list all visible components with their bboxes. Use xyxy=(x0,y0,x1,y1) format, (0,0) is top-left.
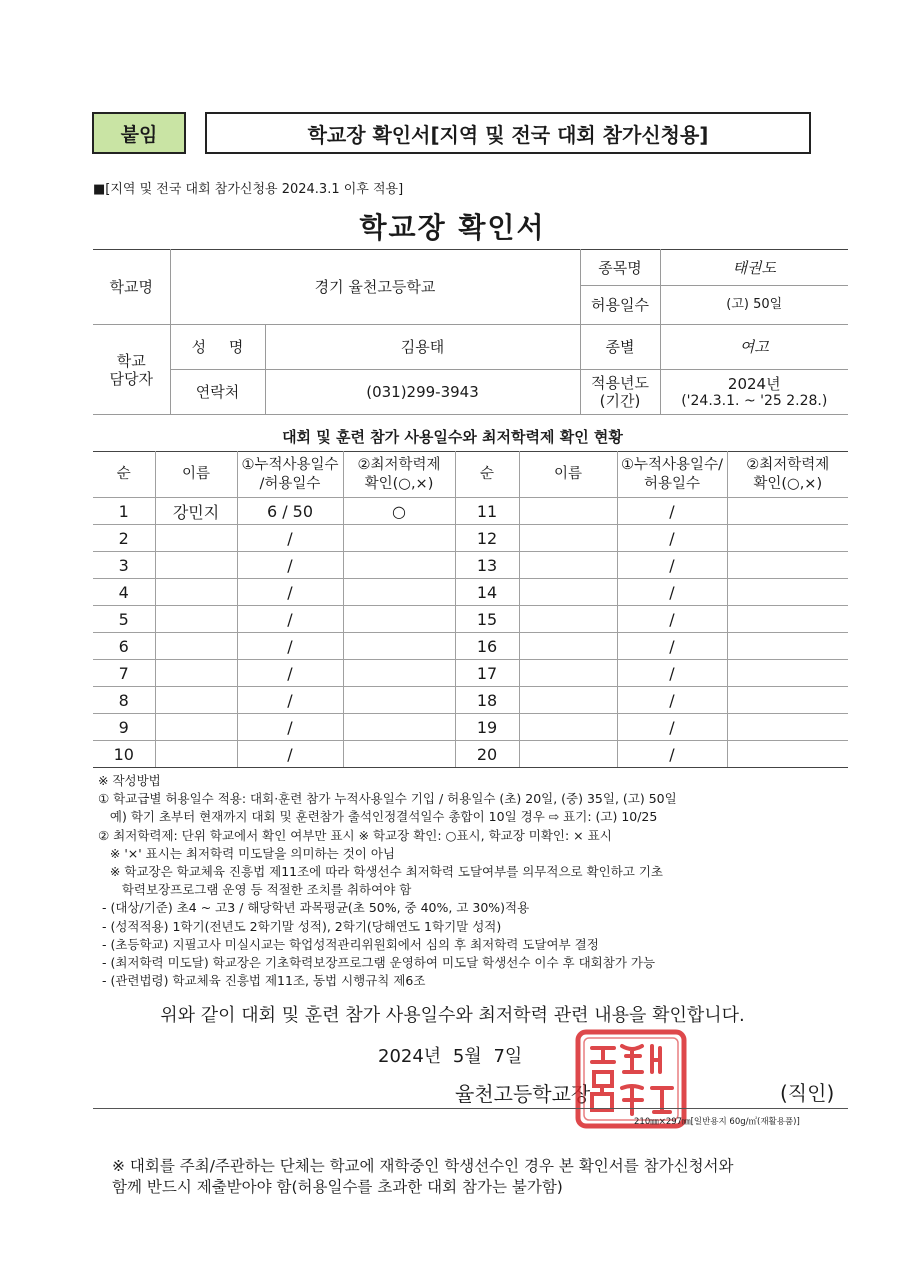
type-value: 여고 xyxy=(660,325,848,370)
row-number-right: 14 xyxy=(455,579,519,606)
days-used-right: / xyxy=(617,687,727,714)
table-row xyxy=(93,579,848,606)
academic-check-right xyxy=(727,579,848,606)
academic-check xyxy=(343,714,455,741)
student-name-right xyxy=(519,633,617,660)
type-label: 종별 xyxy=(580,325,660,370)
days-used: / xyxy=(237,714,343,741)
academic-check-right xyxy=(727,741,848,768)
instruction-line: 예) 학기 초부터 현재까지 대회 및 훈련참가 출석인정결석일수 총합이 10일 경우 ⇨ 표기: (고) 10/25 xyxy=(98,809,658,825)
col-name-header: 이름 xyxy=(155,452,237,498)
instruction-line: ※ 학교장은 학교체육 진흥법 제11조에 따라 학생선수 최저학력 도달여부를 의무적으로 확인하고 기초 xyxy=(98,864,664,879)
table-row xyxy=(93,552,848,579)
days-used: 6 / 50 xyxy=(237,498,343,525)
instruction-line: ※ 작성방법 xyxy=(98,773,161,788)
allowed-days-label: 허용일수 xyxy=(580,286,660,325)
school-name-value: 경기 율천고등학교 xyxy=(170,250,580,325)
student-name-right xyxy=(519,525,617,552)
table-row xyxy=(93,687,848,714)
table-row xyxy=(93,498,848,525)
academic-check xyxy=(343,552,455,579)
academic-check-right xyxy=(727,714,848,741)
days-used: / xyxy=(237,606,343,633)
academic-check-right xyxy=(727,660,848,687)
days-used: / xyxy=(237,660,343,687)
sport-value: 태권도 xyxy=(660,250,848,286)
year-value-line1: 2024년 xyxy=(727,374,781,393)
year-label xyxy=(580,370,660,415)
row-number-right: 15 xyxy=(455,606,519,633)
col-days-header-line2: /허용일수 xyxy=(259,475,321,492)
instruction-line: ① 학교급별 허용일수 적용: 대회·훈련 참가 누적사용일수 기입 / 허용일수 (초) 20일, (중) 35일, (고) 50일 xyxy=(98,791,677,807)
student-name-right xyxy=(519,741,617,768)
student-name-right xyxy=(519,606,617,633)
academic-check xyxy=(343,660,455,687)
student-name xyxy=(155,633,237,660)
row-number: 9 xyxy=(93,714,155,741)
student-name xyxy=(155,687,237,714)
instruction-line: - (대상/기준) 초4 ~ 고3 / 해당학년 과목평균(초 50%, 중 40%, 고 30%)적용 xyxy=(98,900,530,916)
roster-title: 대회 및 훈련 참가 사용일수와 최저학력제 확인 현황 xyxy=(282,428,623,446)
year-period: ('24.3.1. ~ '25 2.28.) xyxy=(681,392,828,409)
academic-check-right xyxy=(727,687,848,714)
col-check-header-right-line1: ②최저학력제 xyxy=(746,457,830,474)
student-name xyxy=(155,741,237,768)
col-days-header xyxy=(237,452,343,498)
contact-value: (031)299-3943 xyxy=(265,370,580,415)
confirmation-statement: 위와 같이 대회 및 훈련 참가 사용일수와 최저학력 관련 내용을 확인합니다. xyxy=(160,1005,745,1026)
year-label-line2: (기간) xyxy=(599,392,641,410)
submission-note-line2: 함께 반드시 제출받아야 함(허용일수를 초과한 대회 참가는 불가함) xyxy=(112,1178,563,1196)
attachment-badge: 붙임 xyxy=(92,112,186,154)
academic-check-right xyxy=(727,633,848,660)
row-number-right: 20 xyxy=(455,741,519,768)
row-number-right: 19 xyxy=(455,714,519,741)
days-used: / xyxy=(237,633,343,660)
manager-label-line1: 학교 xyxy=(116,351,146,370)
academic-check xyxy=(343,633,455,660)
roster-table xyxy=(93,451,848,768)
applicability-note: ■[지역 및 전국 대회 참가신청용 2024.3.1 이후 적용] xyxy=(93,182,404,197)
days-used-right: / xyxy=(617,741,727,768)
col-name-header-right: 이름 xyxy=(519,452,617,498)
days-used-right: / xyxy=(617,714,727,741)
principal-signature: 율천고등학교장 xyxy=(455,1082,591,1106)
student-name-right xyxy=(519,660,617,687)
student-name-right xyxy=(519,498,617,525)
student-name-right xyxy=(519,552,617,579)
table-row xyxy=(93,714,848,741)
manager-label xyxy=(93,325,170,415)
instruction-line: 학력보장프로그램 운영 등 적절한 조치를 취하여야 함 xyxy=(98,882,412,898)
academic-check-right xyxy=(727,525,848,552)
academic-check-right xyxy=(727,606,848,633)
year-value xyxy=(660,370,848,415)
row-number: 3 xyxy=(93,552,155,579)
row-number: 6 xyxy=(93,633,155,660)
days-used-right: / xyxy=(617,498,727,525)
days-used-right: / xyxy=(617,579,727,606)
document-heading: 학교장 확인서[지역 및 전국 대회 참가신청용] xyxy=(205,112,811,154)
row-number-right: 13 xyxy=(455,552,519,579)
instruction-line: - (성적적용) 1학기(전년도 2학기말 성적), 2학기(당해연도 1학기말 성적) xyxy=(98,918,502,934)
row-number: 1 xyxy=(93,498,155,525)
student-name xyxy=(155,579,237,606)
academic-check-right xyxy=(727,498,848,525)
paper-spec: 210㎜×297㎜[일반용지 60g/㎡(재활용품)] xyxy=(634,1117,800,1127)
student-name xyxy=(155,552,237,579)
year-label-line1: 적용년도 xyxy=(591,374,649,392)
table-row xyxy=(93,606,848,633)
manager-label-line2: 담당자 xyxy=(109,369,153,388)
days-used-right: / xyxy=(617,606,727,633)
days-used: / xyxy=(237,552,343,579)
student-name: 강민지 xyxy=(155,498,237,525)
row-number-right: 18 xyxy=(455,687,519,714)
col-check-header-line1: ②최저학력제 xyxy=(357,457,441,474)
name-value: 김용태 xyxy=(265,325,580,370)
row-number: 8 xyxy=(93,687,155,714)
seal-label: (직인) xyxy=(780,1081,835,1105)
student-name-right xyxy=(519,579,617,606)
col-no-header: 순 xyxy=(93,452,155,498)
student-name-right xyxy=(519,687,617,714)
row-number-right: 16 xyxy=(455,633,519,660)
row-number-right: 12 xyxy=(455,525,519,552)
name-label: 성 명 xyxy=(170,325,265,370)
days-used-right: / xyxy=(617,660,727,687)
col-check-header-right-line2: 확인(○,×) xyxy=(753,475,823,492)
submission-note-line1: ※ 대회를 주최/주관하는 단체는 학교에 재학중인 학생선수인 경우 본 확인서를 참가신청서와 xyxy=(112,1157,734,1175)
days-used-right: / xyxy=(617,525,727,552)
student-name xyxy=(155,714,237,741)
days-used: / xyxy=(237,687,343,714)
roster-header-row xyxy=(93,452,848,498)
instruction-line: ② 최저학력제: 단위 학교에서 확인 여부만 표시 ※ 학교장 확인: ○표시, 학교장 미확인: × 표시 xyxy=(98,827,612,843)
student-name xyxy=(155,660,237,687)
row-number-right: 17 xyxy=(455,660,519,687)
row-number: 5 xyxy=(93,606,155,633)
days-used-right: / xyxy=(617,633,727,660)
signature-divider xyxy=(93,1108,848,1109)
instruction-line: - (관련법령) 학교체육 진흥법 제11조, 동법 시행규칙 제6조 xyxy=(98,973,426,989)
col-days-header-right-line2: 허용일수 xyxy=(643,475,701,492)
student-name-right xyxy=(519,714,617,741)
academic-check xyxy=(343,606,455,633)
academic-check xyxy=(343,525,455,552)
table-row xyxy=(93,660,848,687)
student-name xyxy=(155,525,237,552)
sport-label: 종목명 xyxy=(580,250,660,286)
school-name-label: 학교명 xyxy=(93,250,170,325)
col-no-header-right: 순 xyxy=(455,452,519,498)
col-days-header-right xyxy=(617,452,727,498)
contact-label: 연락처 xyxy=(170,370,265,415)
academic-check xyxy=(343,741,455,768)
col-days-header-line1: ①누적사용일수 xyxy=(241,457,339,474)
instruction-line: - (초등학교) 지필고사 미실시교는 학업성적관리위원회에서 심의 후 최저학력 도달여부 결정 xyxy=(98,936,599,952)
row-number: 10 xyxy=(93,741,155,768)
days-used-right: / xyxy=(617,552,727,579)
table-row xyxy=(93,741,848,768)
row-number-right: 11 xyxy=(455,498,519,525)
row-number: 4 xyxy=(93,579,155,606)
table-row xyxy=(93,633,848,660)
instruction-line: ※ '×' 표시는 최저학력 미도달을 의미하는 것이 아님 xyxy=(98,845,395,861)
col-check-header xyxy=(343,452,455,498)
academic-check xyxy=(343,687,455,714)
days-used: / xyxy=(237,525,343,552)
page-title: 학교장 확인서 xyxy=(359,211,546,244)
allowed-days-value: (고) 50일 xyxy=(660,286,848,325)
days-used: / xyxy=(237,741,343,768)
col-check-header-line2: 확인(○,×) xyxy=(364,475,434,492)
row-number: 7 xyxy=(93,660,155,687)
instruction-line: - (최저학력 미도달) 학교장은 기초학력보장프로그램 운영하여 미도달 학생선수 이수 후 대회참가 가능 xyxy=(98,955,656,970)
col-days-header-right-line1: ①누적사용일수/ xyxy=(621,457,723,474)
table-row xyxy=(93,525,848,552)
academic-check xyxy=(343,579,455,606)
student-name xyxy=(155,606,237,633)
issue-date: 2024년 5월 7일 xyxy=(378,1046,523,1067)
school-info-table xyxy=(93,249,848,415)
days-used: / xyxy=(237,579,343,606)
academic-check-right xyxy=(727,552,848,579)
academic-check: ○ xyxy=(343,498,455,525)
col-check-header-right xyxy=(727,452,848,498)
row-number: 2 xyxy=(93,525,155,552)
